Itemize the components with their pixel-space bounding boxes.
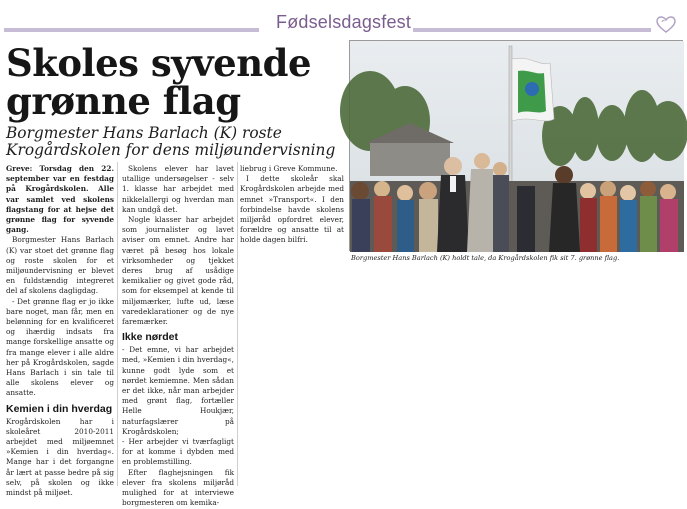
body-paragraph: - Her arbejder vi tværfagligt for at komme i dybden med en problemstilling. <box>122 437 234 467</box>
article-subhead: Borgmester Hans Barlach (K) roste Krogårdskolen for dens miljøundervisning <box>6 124 336 159</box>
article-column-2 <box>122 164 234 509</box>
section-subheading: Kemien i din hverdag <box>6 402 113 415</box>
body-paragraph: I dette skoleår skal Krogårdskolen arbejde med emnet »Transport«. I den forbindelse havde skolens miljøråd opfordret elever, forældre og ansatte til at holde dagen bilfri. <box>240 174 344 245</box>
body-paragraph: Skolens elever har lavet utallige undersøgelser - selv 1. klasse har arbejdet med nikkelallergi og hverdan man kan undgå det. <box>122 164 234 214</box>
article-column-1 <box>6 164 114 498</box>
body-paragraph: Krogårdskolen har i skoleåret 2010-2011 arbejdet med miljøemnet »Kemien i din hverdag«. Mange har i det forgangne år lært at passe bedre på sig selv, på skolen og ikke mindst på miljøet. <box>6 416 114 498</box>
section-header <box>0 0 687 38</box>
headline-line-2: grønne flag <box>6 79 241 123</box>
section-label: Fødselsdagsfest <box>276 12 412 32</box>
article-headline <box>6 41 346 123</box>
photo-caption: Borgmester Hans Barlach (K) holdt tale, da Krogårdskolen fik sit 7. grønne flag. <box>351 254 620 262</box>
body-paragraph: Borgmester Hans Barlach (K) var stoet det grønne flag og roste skolen for et miljøundervisning er blevet en fuldstændig integreret del af skolens dagligdag. <box>6 235 114 296</box>
header-rule-right <box>413 28 651 32</box>
article-photo <box>349 40 683 251</box>
heart-icon <box>656 16 676 34</box>
section-subheading: Ikke nørdet <box>122 331 179 344</box>
column-divider <box>117 162 118 486</box>
body-paragraph: - Det emne, vi har arbejdet med, »Kemien i din hverdag«, kunne godt lyde som et nørdet kemiemne. Men sådan er det ikke, når man arbejder med grønt flag, fortæller Helle Houkjær, naturfagslærer på Krogårdskolen; <box>122 345 234 436</box>
header-rule-left <box>4 28 259 32</box>
column-divider <box>237 162 238 486</box>
article-column-3 <box>240 164 344 246</box>
body-paragraph: - Det grønne flag er jo ikke bare noget, man får, men en belønning for en kvalificeret og ihærdig indsats fra mange forskellige ansatte og fra mange elever i alle aldre her på Krogårdskolen, sagde Hans Barlach i sin tale til alle skolens elever og ansatte. <box>6 296 114 398</box>
headline-line-1: Skoles syvende <box>6 41 312 85</box>
body-paragraph: liebrug i Greve Kommune. <box>240 164 338 173</box>
lead-paragraph: Greve: Torsdag den 22. september var en festdag på Krogårdskolen. Alle var samlet ved skolens flagstang for at hejse det grønne flag for syvende gang. <box>6 164 114 235</box>
green-flag <box>512 58 554 121</box>
body-paragraph: Efter flaghejsningen fik elever fra skolens miljøråd mulighed for at interviewe borgmesteren om kemika- <box>122 467 234 508</box>
body-paragraph: Nogle klasser har arbejdet som journalister og lavet aviser om emnet. Andre har været på besøg hos lokale virksomheder og tjekket deres brug af usådige kemikalier og givet gode råd, som for eksempel at kende til miljømærker, lufte ud, læse varedeklarationer og de nye faremærker. <box>122 215 234 327</box>
flag-ceremony-photo <box>350 41 684 252</box>
